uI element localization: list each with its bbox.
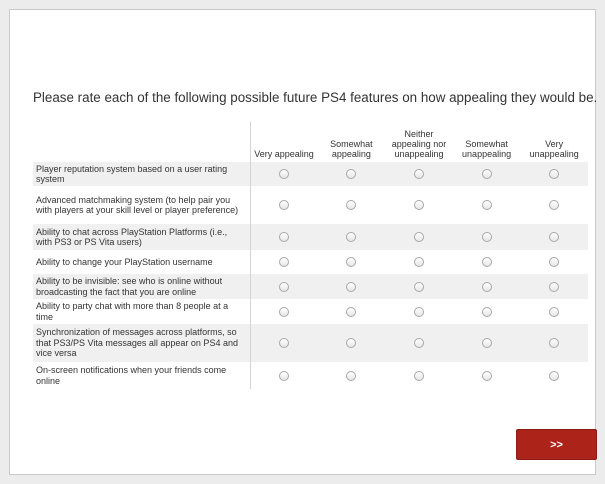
radio-option[interactable] [346,282,356,292]
radio-option[interactable] [482,200,492,210]
statement-label: Ability to chat across PlayStation Platforms (i.e., with PS3 or PS Vita users) [33,224,250,250]
header-corner [33,122,250,162]
statement-label: Player reputation system based on a user rating system [33,162,250,186]
statement-row [33,324,588,362]
radio-option[interactable] [549,232,559,242]
radio-option[interactable] [414,232,424,242]
radio-option[interactable] [346,371,356,381]
radio-option[interactable] [279,282,289,292]
radio-option[interactable] [346,338,356,348]
scale-label-somewhat-appealing: Somewhat appealing [330,139,373,159]
radio-option[interactable] [549,169,559,179]
radio-option[interactable] [549,257,559,267]
radio-option[interactable] [482,232,492,242]
radio-option[interactable] [346,200,356,210]
radio-option[interactable] [279,200,289,210]
statement-row [33,186,588,224]
statement-label: Synchronization of messages across platforms, so that PS3/PS Vita messages all appear on PS4 and vice versa [33,324,250,362]
radio-option[interactable] [482,282,492,292]
radio-option[interactable] [346,307,356,317]
statement-row [33,362,588,389]
radio-option[interactable] [346,169,356,179]
radio-option[interactable] [279,257,289,267]
scale-header-row [33,122,588,162]
next-button[interactable]: >> [516,429,597,460]
radio-option[interactable] [346,257,356,267]
radio-option[interactable] [482,169,492,179]
radio-option[interactable] [549,371,559,381]
radio-option[interactable] [279,371,289,381]
statement-label: Ability to be invisible: see who is online without broadcasting the fact that you are online [33,274,250,299]
radio-option[interactable] [549,307,559,317]
statement-label: Ability to party chat with more than 8 people at a time [33,299,250,324]
radio-option[interactable] [414,200,424,210]
scale-label-neither: Neither appealing nor unappealing [391,129,447,159]
statement-label: Advanced matchmaking system (to help pair you with players at your skill level or player preference) [33,186,250,224]
radio-option[interactable] [549,282,559,292]
statement-row [33,250,588,274]
radio-option[interactable] [346,232,356,242]
rating-matrix [33,122,588,389]
radio-option[interactable] [414,307,424,317]
radio-option[interactable] [549,200,559,210]
radio-option[interactable] [414,282,424,292]
radio-option[interactable] [482,257,492,267]
radio-option[interactable] [482,371,492,381]
radio-option[interactable] [549,338,559,348]
scale-label-somewhat-unappealing: Somewhat unappealing [462,139,512,159]
radio-option[interactable] [279,169,289,179]
statement-row [33,162,588,186]
radio-option[interactable] [279,307,289,317]
statement-row [33,274,588,299]
radio-option[interactable] [482,307,492,317]
scale-label-very-appealing: Very appealing [254,149,314,159]
statement-label: Ability to change your PlayStation username [33,250,250,274]
scale-label-very-unappealing: Very unappealing [529,139,579,159]
radio-option[interactable] [414,338,424,348]
radio-option[interactable] [414,257,424,267]
radio-option[interactable] [414,169,424,179]
statement-row [33,224,588,250]
radio-option[interactable] [414,371,424,381]
statement-row [33,299,588,324]
statement-label: On-screen notifications when your friends come online [33,362,250,389]
radio-option[interactable] [279,338,289,348]
question-text: Please rate each of the following possible future PS4 features on how appealing they would be. [33,90,598,105]
radio-option[interactable] [482,338,492,348]
survey-panel [9,9,596,475]
radio-option[interactable] [279,232,289,242]
